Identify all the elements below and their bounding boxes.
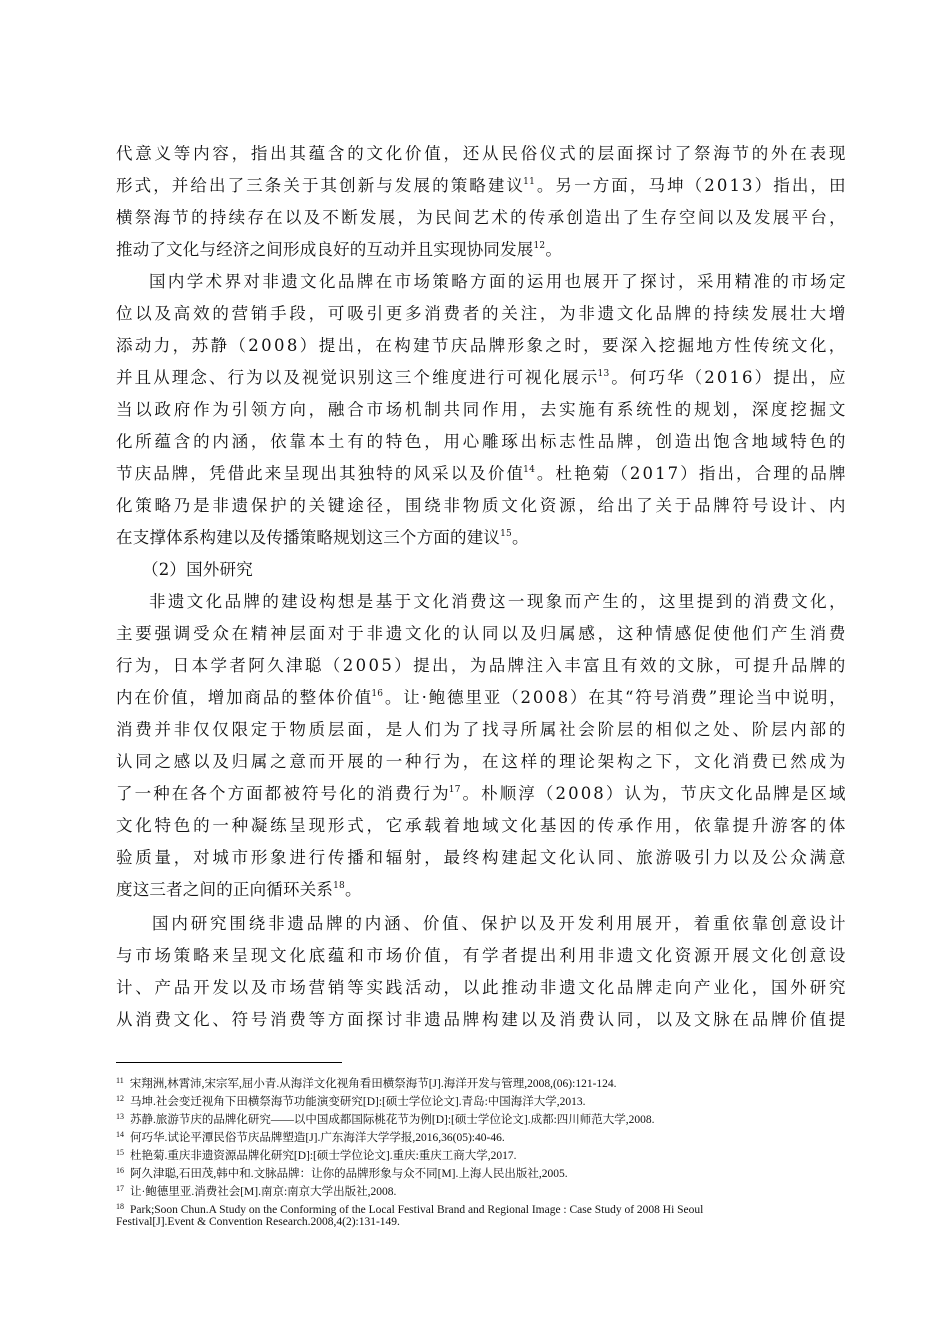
text-line: 节 庆 品 牌 ， 凭 借 此 来 呈 现 出 其 独 特 的 风 采 以 及 价 值$^{14}$ 。 杜 艳 菊 （ 2 0 1 7 ） 指 出 ， 合 理 的 品 牌 <box>116 464 846 483</box>
text-line: 推动了文化与经济之间形成良好的互动并且实现协同发展$^{12}$。 <box>116 240 563 259</box>
text-line: 代 意 义 等 内 容 ， 指 出 其 蕴 含 的 文 化 价 值 ， 还 从 民 俗 仪 式 的 层 面 探 讨 了 祭 海 节 的 外 在 表 现 <box>116 144 846 163</box>
footnote-text: 让·鲍德里亚.消费社会[M].南京:南京大学出版社,2008. <box>130 1186 397 1198</box>
footnote-reference: 15 <box>500 529 512 539</box>
text-line: 内 在 价 值 ， 增 加 商 品 的 整 体 价 值$^{16}$ 。 让 · 鲍 德 里 亚 （ 2 0 0 8 ） 在 其 “ 符 号 消 费 ” 理 论 当 中 说 明 ， <box>116 688 846 707</box>
footnote-separator <box>116 1062 342 1063</box>
footnote-reference: 11 <box>523 177 536 187</box>
text-line: 在支撑体系构建以及传播策略规划这三个方面的建议$^{15}$。 <box>116 528 529 547</box>
footnote-text: 何巧华.试论平潭民俗节庆品牌塑造[J].广东海洋大学学报,2016,36(05):40-46. <box>130 1132 505 1144</box>
text-line: 化 所 蕴 含 的 内 涵 ， 依 靠 本 土 有 的 特 色 ， 用 心 雕 琢 出 标 志 性 品 牌 ， 创 造 出 饱 含 地 域 特 色 的 <box>116 432 846 451</box>
text-line: 当 以 政 府 作 为 引 领 方 向 ， 融 合 市 场 机 制 共 同 作 用 ， 去 实 施 有 系 统 性 的 规 划 ， 深 度 挖 掘 文 <box>116 400 846 419</box>
footnote-text: 阿久津聪,石田茂,韩中和.文脉品牌：让你的品牌形象与众不同[M].上海人民出版社,2005. <box>130 1168 568 1180</box>
text-line: 主 要 强 调 受 众 在 精 神 层 面 对 于 非 遗 文 化 的 认 同 以 及 归 属 感 ， 这 种 情 感 促 使 他 们 产 生 消 费 <box>116 624 846 643</box>
footnote-number: 13 <box>116 1112 124 1121</box>
text-line: 从 消 费 文 化 、 符 号 消 费 等 方 面 探 讨 非 遗 品 牌 构 建 以 及 消 费 认 同 ， 以 及 文 脉 在 品 牌 价 值 提 <box>116 1010 846 1029</box>
text-line: 位 以 及 高 效 的 营 销 手 段 ， 可 吸 引 更 多 消 费 者 的 关 注 ， 为 非 遗 文 化 品 牌 的 持 续 发 展 壮 大 增 <box>116 304 846 323</box>
footnote <box>116 1145 517 1164</box>
footnote-text: Festival[J].Event & Convention Research.2008,4(2):131-149. <box>116 1216 400 1228</box>
text-line: 并 且 从 理 念 、 行 为 以 及 视 觉 识 别 这 三 个 维 度 进 行 可 视 化 展 示$^{13}$ 。 何 巧 华 （ 2 0 1 6 ） 提 出 ， 应 <box>116 368 846 387</box>
text-line: 横 祭 海 节 的 持 续 存 在 以 及 不 断 发 展 ， 为 民 间 艺 术 的 传 承 创 造 出 了 生 存 空 间 以 及 发 展 平 台 ， <box>116 208 846 227</box>
text-line: 验 质 量 ， 对 城 市 形 象 进 行 传 播 和 辐 射 ， 最 终 构 建 起 文 化 认 同 、 旅 游 吸 引 力 以 及 公 众 满 意 <box>116 848 846 867</box>
footnote-number: 17 <box>116 1184 124 1193</box>
text-line: 添 动 力 ， 苏 静 （ 2 0 0 8 ） 提 出 ， 在 构 建 节 庆 品 牌 形 象 之 时 ， 要 深 入 挖 掘 地 方 性 传 统 文 化 ， <box>116 336 846 355</box>
text-line: 行 为 ， 日 本 学 者 阿 久 津 聪 （ 2 0 0 5 ） 提 出 ， 为 品 牌 注 入 丰 富 且 有 效 的 文 脉 ， 可 提 升 品 牌 的 <box>116 656 846 675</box>
text-line: 度这三者之间的正向循环关系$^{18}$。 <box>116 880 362 899</box>
footnote-number: 11 <box>116 1076 124 1085</box>
footnote-reference: 17 <box>448 785 461 795</box>
text-line: 消 费 并 非 仅 仅 限 定 于 物 质 层 面 ， 是 人 们 为 了 找 寻 所 属 社 会 阶 层 的 相 似 之 处 、 阶 层 内 部 的 <box>116 720 846 739</box>
text-line: 文 化 特 色 的 一 种 凝 练 呈 现 形 式 ， 它 承 载 着 地 域 文 化 基 因 的 传 承 作 用 ， 依 靠 提 升 游 客 的 体 <box>116 816 846 835</box>
section-heading: （2）国外研究 <box>142 560 253 579</box>
text-line: 与 市 场 策 略 来 呈 现 文 化 底 蕴 和 市 场 价 值 ， 有 学 者 提 出 利 用 非 遗 文 化 资 源 开 展 文 化 创 意 设 <box>116 946 846 965</box>
footnote-text: 宋翔洲,林霄沛,宋宗军,屈小青.从海洋文化视角看田横祭海节[J].海洋开发与管理,2008,(06):121-124. <box>129 1078 617 1090</box>
footnote-text: 苏静.旅游节庆的品牌化研究——以中国成都国际桃花节为例[D]:[硕士学位论文].成都:四川师范大学,2008. <box>130 1114 655 1126</box>
footnote-number: 18 <box>116 1202 124 1211</box>
footnote-number: 14 <box>116 1130 124 1139</box>
footnote-text: Park;Soon Chun.A Study on the Conforming of the Local Festival Brand and Regional Image : Case Study of 2008 Hi Seoul <box>130 1204 704 1216</box>
text-line: 认 同 之 感 以 及 归 属 之 意 而 开 展 的 一 种 行 为 ， 在 这 样 的 理 论 架 构 之 下 ， 文 化 消 费 已 然 成 为 <box>116 752 846 771</box>
footnote-reference: 12 <box>533 241 546 251</box>
text-line: 形 式 ， 并 给 出 了 三 条 关 于 其 创 新 与 发 展 的 策 略 建 议$^{11}$ 。 另 一 方 面 ， 马 坤 （ 2 0 1 3 ） 指 出 ， 田 <box>116 176 846 195</box>
footnote <box>116 1181 396 1200</box>
footnote-number: 16 <box>116 1166 124 1175</box>
footnote-text: 杜艳菊.重庆非遗资源品牌化研究[D]:[硕士学位论文].重庆:重庆工商大学,2017. <box>130 1150 517 1162</box>
text-line: 国 内 研 究 围 绕 非 遗 品 牌 的 内 涵 、 价 值 、 保 护 以 及 开 发 利 用 展 开 ， 着 重 依 靠 创 意 设 计 <box>152 914 846 933</box>
footnote-number: 15 <box>116 1148 124 1157</box>
footnote <box>116 1109 655 1128</box>
footnote <box>116 1127 505 1146</box>
footnote-continuation <box>116 1215 400 1230</box>
footnote-reference: 16 <box>371 689 384 699</box>
text-line: 非 遗 文 化 品 牌 的 建 设 构 想 是 基 于 文 化 消 费 这 一 现 象 而 产 生 的 ， 这 里 提 到 的 消 费 文 化 ， <box>149 592 846 611</box>
footnote <box>116 1163 568 1182</box>
footnote-reference: 18 <box>333 881 345 891</box>
footnote-text: 马坤.社会变迁视角下田横祭海节功能演变研究[D]:[硕士学位论文].青岛:中国海洋大学,2013. <box>130 1096 586 1108</box>
footnote-reference: 14 <box>523 465 536 475</box>
text-line: 化 策 略 乃 是 非 遗 保 护 的 关 键 途 径 ， 围 绕 非 物 质 文 化 资 源 ， 给 出 了 关 于 品 牌 符 号 设 计 、 内 <box>116 496 846 515</box>
text-line: 国 内 学 术 界 对 非 遗 文 化 品 牌 在 市 场 策 略 方 面 的 运 用 也 展 开 了 探 讨 ， 采 用 精 准 的 市 场 定 <box>149 272 846 291</box>
text-line: 了 一 种 在 各 个 方 面 都 被 符 号 化 的 消 费 行 为$^{17}$ 。 朴 顺 淳 （ 2 0 0 8 ） 认 为 ， 节 庆 文 化 品 牌 是 区 域 <box>116 784 846 803</box>
footnote <box>116 1091 586 1110</box>
text-line: 计 、 产 品 开 发 以 及 市 场 营 销 等 实 践 活 动 ， 以 此 推 动 非 遗 文 化 品 牌 走 向 产 业 化 ， 国 外 研 究 <box>116 978 846 997</box>
footnote-reference: 13 <box>597 369 610 379</box>
footnote-number: 12 <box>116 1094 124 1103</box>
footnote <box>116 1073 617 1092</box>
